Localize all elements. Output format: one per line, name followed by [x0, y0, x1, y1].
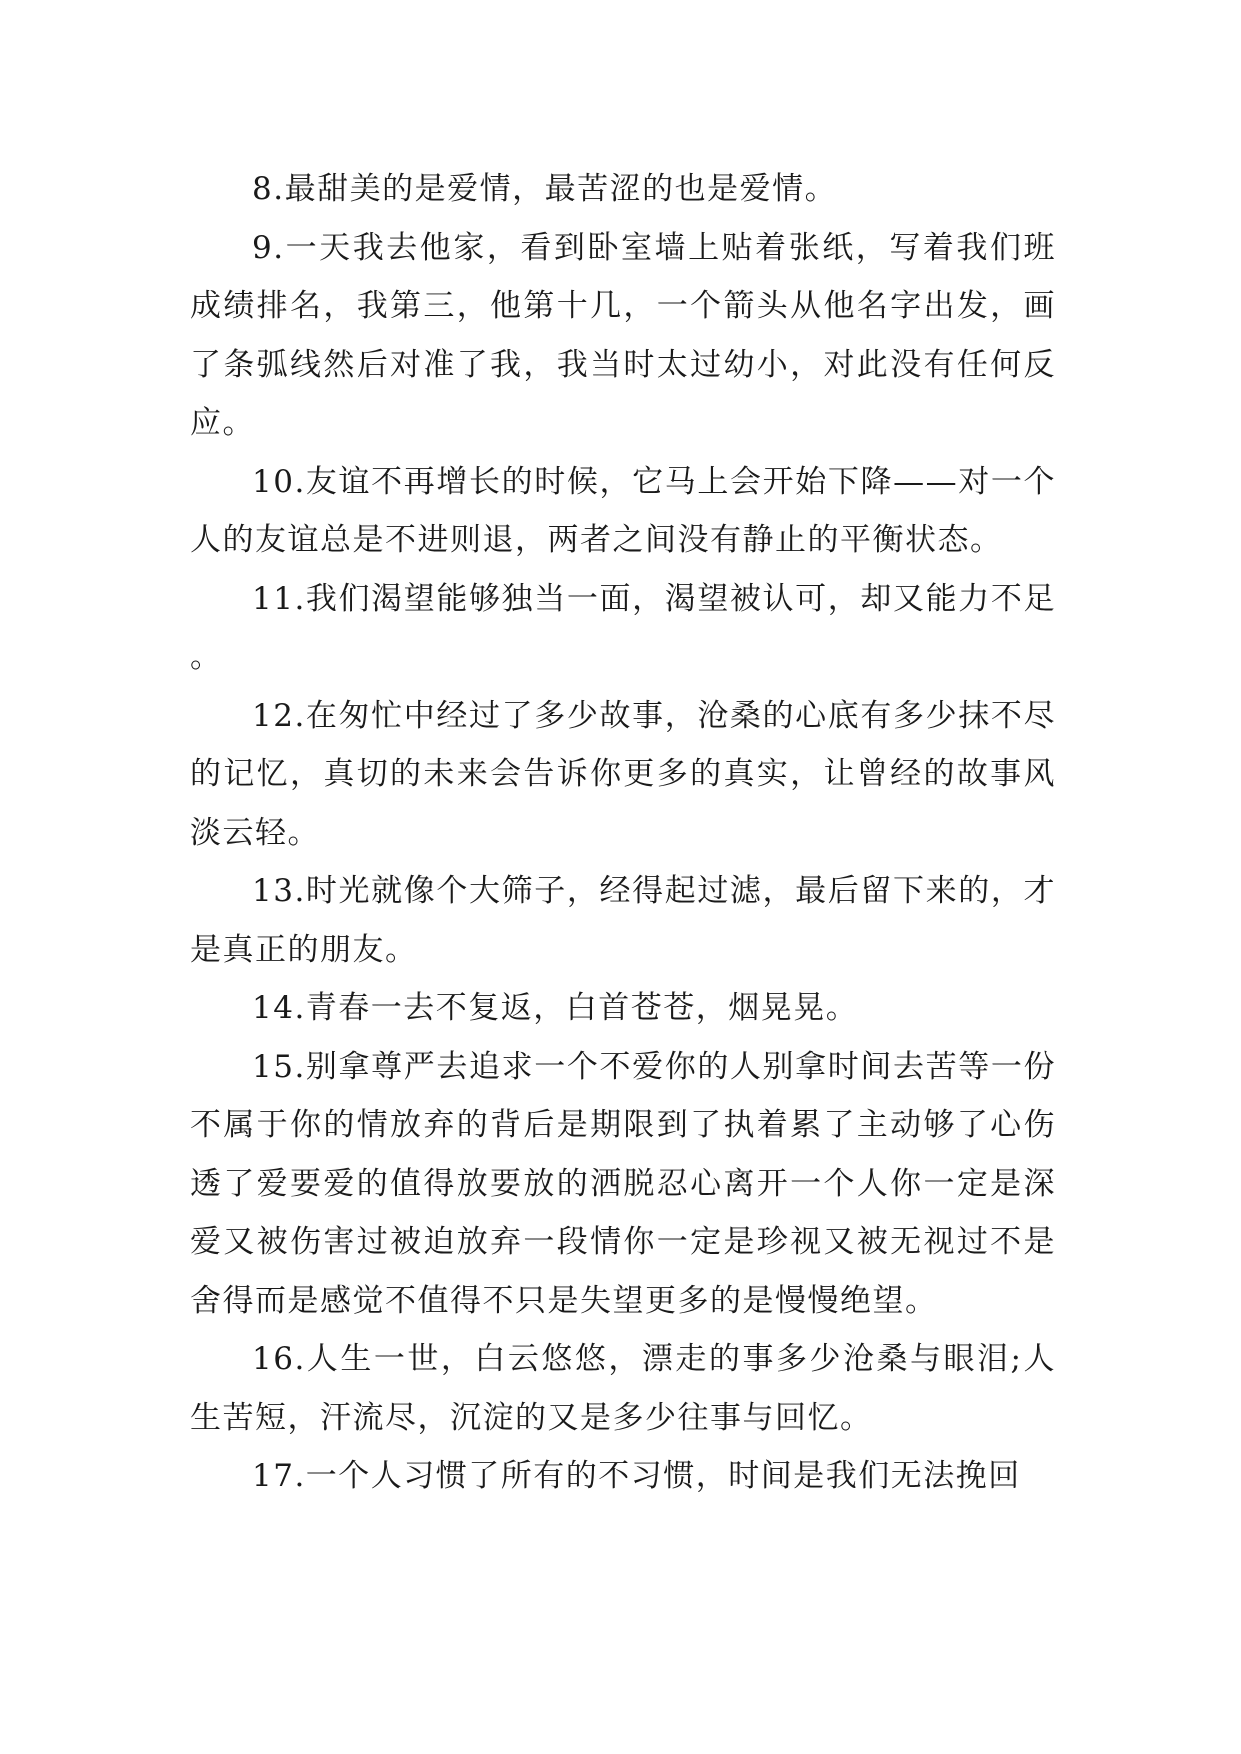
paragraph-16: 16.人生一世，白云悠悠，漂走的事多少沧桑与眼泪;人生苦短，汗流尽，沉淀的又是多少往事与回忆。	[190, 1341, 1056, 1436]
paragraph-14: 14.青春一去不复返，白首苍苍，烟晃晃。	[252, 990, 859, 1026]
paragraph-8: 8.最甜美的是爱情，最苦涩的也是爱情。	[252, 171, 838, 207]
paragraph-12: 12.在匆忙中经过了多少故事，沧桑的心底有多少抹不尽的记忆，真切的未来会告诉你更多的真实，让曾经的故事风淡云轻。	[190, 697, 1056, 851]
paragraph-17: 17.一个人习惯了所有的不习惯，时间是我们无法挽回	[252, 1458, 1021, 1494]
paragraph-15: 15.别拿尊严去追求一个不爱你的人别拿时间去苦等一份不属于你的情放弃的背后是期限到了执着累了主动够了心伤透了爱要爱的值得放要放的洒脱忍心离开一个人你一定是深爱又被伤害过被迫放弃一段情你一定是珍视又被无视过不是舍得而是感觉不值得不只是失望更多的是慢慢绝望。	[190, 1048, 1056, 1319]
paragraph-9: 9.一天我去他家，看到卧室墙上贴着张纸，写着我们班成绩排名，我第三，他第十几，一个箭头从他名字出发，画了条弧线然后对准了我，我当时太过幼小，对此没有任何反应。	[190, 229, 1056, 441]
paragraph-10: 10.友谊不再增长的时候，它马上会开始下降——对一个人的友谊总是不进则退，两者之间没有静止的平衡状态。	[190, 463, 1056, 558]
paragraph-13: 13.时光就像个大筛子，经得起过滤，最后留下来的，才是真正的朋友。	[190, 873, 1056, 968]
paragraph-11: 11.我们渴望能够独当一面，渴望被认可，却又能力不足。	[190, 580, 1056, 675]
document-body	[190, 160, 1056, 1506]
